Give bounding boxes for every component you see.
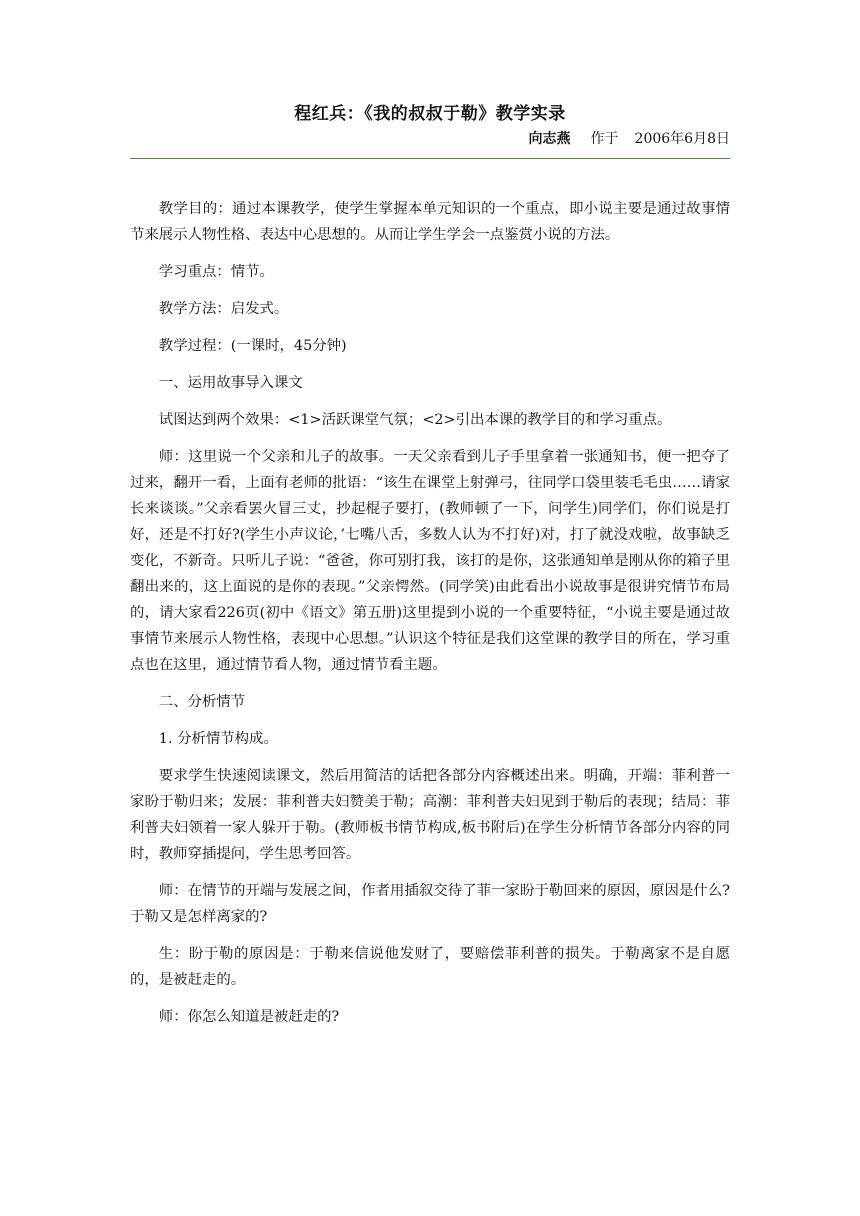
paragraph: 试图达到两个效果：<1>活跃课堂气氛；<2>引出本课的教学目的和学习重点。 xyxy=(158,412,672,428)
byline-date: 2006年6月8日 xyxy=(634,131,730,147)
paragraph: 教学过程：(一课时，45分钟) xyxy=(158,338,347,354)
paragraph: 生：盼于勒的原因是：于勒来信说他发财了，要赔偿菲利普的损失。于勒离家不是自愿的，是被赶走的。 xyxy=(130,946,730,988)
section-heading: 一、运用故事导入课文 xyxy=(158,375,303,391)
paragraph: 教学方法：启发式。 xyxy=(158,301,289,317)
document-title: 程红兵：《我的叔叔于勒》教学实录 xyxy=(294,104,566,124)
byline-action: 作于 xyxy=(590,131,619,147)
document-body xyxy=(130,196,730,1041)
author-name: 向志燕 xyxy=(528,131,571,147)
paragraph: 教学目的：通过本课教学，使学生掌握本单元知识的一个重点，即小说主要是通过故事情节来展示人物性格、表达中心思想的。从而让学生学会一点鉴赏小说的方法。 xyxy=(130,201,730,243)
paragraph: 学习重点：情节。 xyxy=(158,264,274,280)
paragraph: 师：你怎么知道是被赶走的? xyxy=(158,1009,340,1025)
subsection-heading: 1. 分析情节构成。 xyxy=(158,731,278,747)
header-divider xyxy=(130,158,730,159)
section-heading: 二、分析情节 xyxy=(158,694,246,710)
paragraph: 要求学生快速阅读课文，然后用简洁的话把各部分内容概述出来。明确，开端：菲利普一家盼于勒归来；发展：菲利普夫妇赞美于勒；高潮：菲利普夫妇见到于勒后的表现；结局：菲利普夫妇领着一家人躲开于勒。(教师板书情节构成,板书附后)在学生分析情节各部分内容的同时，教师穿插提问，学生思考回答。 xyxy=(130,768,730,862)
byline xyxy=(529,129,730,149)
paragraph: 师：这里说一个父亲和儿子的故事。一天父亲看到儿子手里拿着一张通知书，便一把夺了过来，翻开一看，上面有老师的批语：“该生在课堂上射弹弓，往同学口袋里装毛毛虫……请家长来谈谈。”父亲看罢火冒三丈，抄起棍子要打，(教师顿了一下，问学生)同学们，你们说是打好，还是不打好?(学生小声议论，’七嘴八舌，多数人认为不打好)对，打了就没戏啦，故事缺乏变化，不新奇。只听儿子说：“爸爸，你可别打我，该打的是你，这张通知单是刚从你的箱子里翻出来的，这上面说的是你的表现。”父亲愕然。(同学笑)由此看出小说故事是很讲究情节布局的，请大家看226页(初中《语文》第五册)这里提到小说的一个重要特征，“小说主要是通过故事情节来展示人物性格，表现中心思想。”认识这个特征是我们这堂课的教学目的所在，学习重点也在这里，通过情节看人物，通过情节看主题。 xyxy=(130,449,730,673)
paragraph: 师：在情节的开端与发展之间，作者用插叙交待了菲一家盼于勒回来的原因，原因是什么?于勒又是怎样离家的? xyxy=(130,883,730,925)
